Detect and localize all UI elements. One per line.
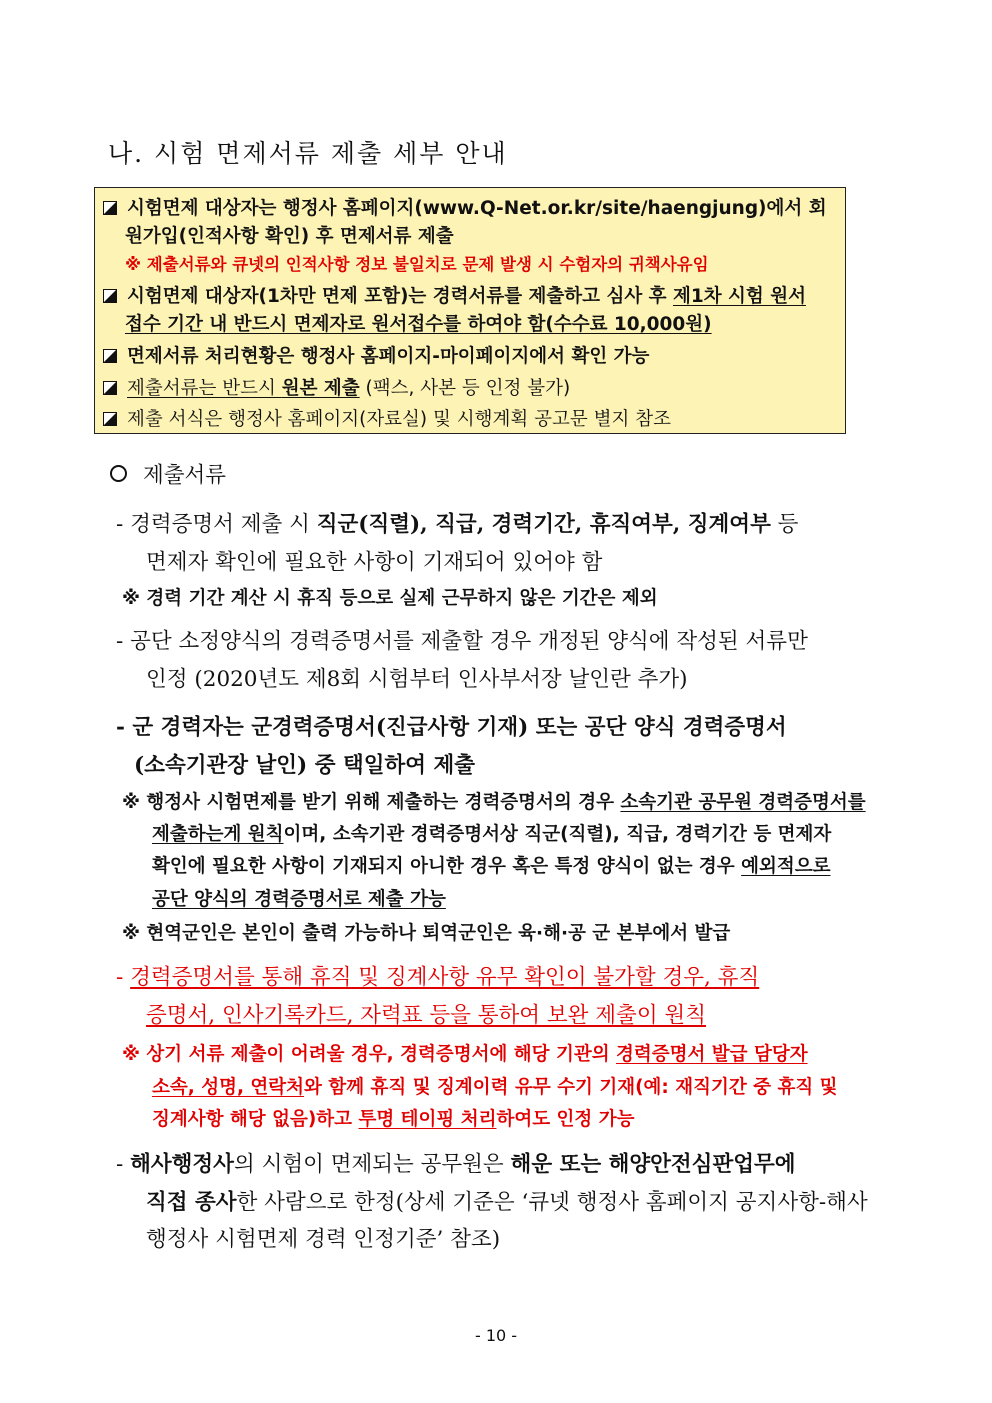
note-4-line-1: ※ 상기 서류 제출이 어려울 경우, 경력증명서에 해당 기관의 경력증명서 발급 담당자 bbox=[122, 1044, 808, 1065]
note-2-line-1: ※ 행정사 시험면제를 받기 위해 제출하는 경력증명서의 경우 소속기관 공무원 경력증명서를 bbox=[122, 792, 866, 813]
note-2-line-2: 제출하는게 원칙이며, 소속기관 경력증명서상 직군(직렬), 직급, 경력기간 등 면제자 bbox=[152, 824, 832, 845]
notice-bullet-4 bbox=[103, 374, 570, 400]
item-5-line-2: 직접 종사한 사람으로 한정(상세 기준은 ‘큐넷 행정사 홈페이지 공지사항-해사 bbox=[146, 1190, 868, 1215]
bullet-square-icon bbox=[103, 201, 117, 215]
notice-bullet-5 bbox=[103, 405, 671, 431]
notice-bullet-2 bbox=[103, 282, 806, 308]
notice-text: 시험면제 대상자(1차만 면제 포함)는 경력서류를 제출하고 심사 후 bbox=[127, 286, 673, 307]
bullet-square-icon bbox=[103, 289, 117, 303]
note-1: ※ 경력 기간 계산 시 휴직 등으로 실제 근무하지 않은 기간은 제외 bbox=[122, 588, 658, 609]
item-4-line-2: 증명서, 인사기록카드, 자력표 등을 통하여 보완 제출이 원칙 bbox=[146, 1003, 706, 1028]
notice-underlined-text: 접수 기간 내 반드시 면제자로 원서접수를 하여야 함(수수료 10,000원) bbox=[125, 314, 712, 335]
notice-bullet-1 bbox=[103, 194, 827, 220]
note-4-line-3: 징계사항 해당 없음)하고 투명 테이핑 처리하여도 인정 가능 bbox=[152, 1109, 635, 1130]
notice-underlined-text: 제출서류는 반드시 bbox=[127, 378, 282, 399]
item-4-line-1: - 경력증명서를 통해 휴직 및 징계사항 유무 확인이 불가할 경우, 휴직 bbox=[116, 965, 760, 990]
notice-text: (팩스, 사본 등 인정 불가) bbox=[359, 378, 571, 399]
notice-text: 원가입(인적사항 확인) 후 면제서류 제출 bbox=[125, 226, 454, 247]
notice-warning: ※ 제출서류와 큐넷의 인적사항 정보 불일치로 문제 발생 시 수험자의 귀책사유임 bbox=[125, 255, 709, 274]
notice-text: 시험면제 대상자는 행정사 홈페이지(www.Q-Net.or.kr/site/haengjung)에서 회 bbox=[127, 198, 827, 219]
item-1-line-2: 면제자 확인에 필요한 사항이 기재되어 있어야 함 bbox=[146, 550, 603, 575]
subheading-text: 제출서류 bbox=[143, 463, 227, 488]
notice-box bbox=[94, 187, 846, 434]
page-number: - 10 - bbox=[474, 1326, 518, 1345]
item-5-line-1: - 해사행정사의 시험이 면제되는 공무원은 해운 또는 해양안전심판업무에 bbox=[116, 1152, 796, 1177]
note-2-line-4: 공단 양식의 경력증명서로 제출 가능 bbox=[152, 889, 446, 910]
item-2-line-1: - 공단 소정양식의 경력증명서를 제출할 경우 개정된 양식에 작성된 서류만 bbox=[116, 629, 808, 654]
notice-bullet-3 bbox=[103, 342, 649, 368]
item-5-line-3: 행정사 시험면제 경력 인정기준’ 참조) bbox=[146, 1227, 501, 1252]
section-title: 나. 시험 면제서류 제출 세부 안내 bbox=[108, 139, 508, 168]
notice-underlined-text: 원본 제출 bbox=[281, 378, 360, 399]
circle-bullet-icon bbox=[110, 465, 127, 482]
notice-text: 제출 서식은 행정사 홈페이지(자료실) 및 시행계획 공고문 별지 참조 bbox=[127, 409, 671, 430]
notice-underlined-text: 제1차 시험 원서 bbox=[672, 286, 806, 307]
notice-text: 면제서류 처리현황은 행정사 홈페이지-마이페이지에서 확인 가능 bbox=[127, 346, 650, 367]
note-2-line-3: 확인에 필요한 사항이 기재되지 아니한 경우 혹은 특정 양식이 없는 경우 예외적으로 bbox=[152, 856, 831, 877]
note-3: ※ 현역군인은 본인이 출력 가능하나 퇴역군인은 육·해·공 군 본부에서 발급 bbox=[122, 923, 731, 944]
item-3-line-2: (소속기관장 날인) 중 택일하여 제출 bbox=[134, 753, 476, 778]
subheading bbox=[110, 458, 226, 489]
item-1-line-1: - 경력증명서 제출 시 직군(직렬), 직급, 경력기간, 휴직여부, 징계여부 등 bbox=[116, 512, 799, 537]
bullet-square-icon bbox=[103, 412, 117, 426]
note-4-line-2: 소속, 성명, 연락처와 함께 휴직 및 징계이력 유무 수기 기재(예: 재직기간 중 휴직 및 bbox=[152, 1077, 838, 1098]
bullet-square-icon bbox=[103, 349, 117, 363]
bullet-square-icon bbox=[103, 381, 117, 395]
item-2-line-2: 인정 (2020년도 제8회 시험부터 인사부서장 날인란 추가) bbox=[146, 667, 688, 692]
item-3-line-1: - 군 경력자는 군경력증명서(진급사항 기재) 또는 공단 양식 경력증명서 bbox=[116, 715, 787, 740]
